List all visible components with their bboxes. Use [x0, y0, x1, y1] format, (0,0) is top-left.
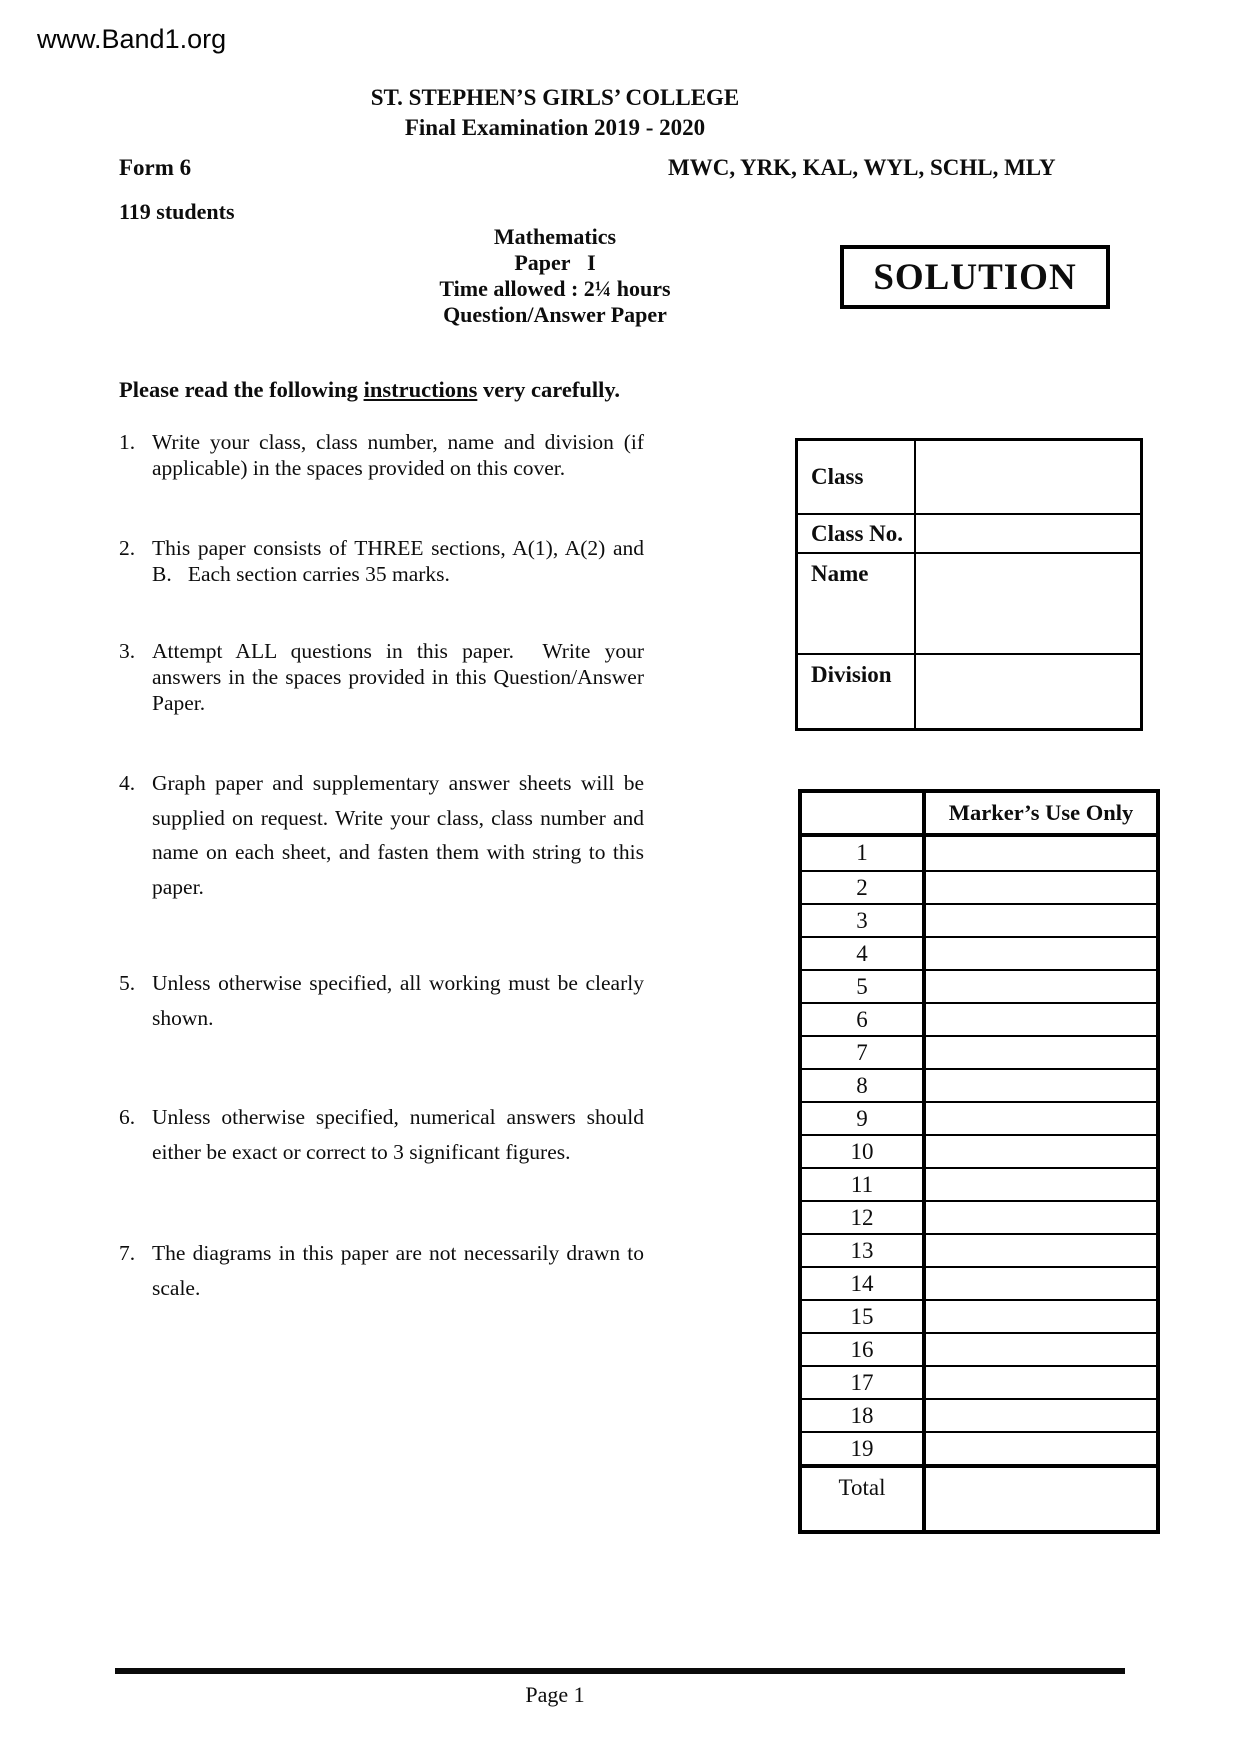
table-row	[802, 1002, 1156, 1035]
instruction-number: 3.	[119, 639, 136, 663]
instruction-text: This paper consists of THREE sections, A(1), A(2) and B. Each section carries 35 marks.	[152, 536, 644, 586]
class-group-codes: MWC, YRK, KAL, WYL, SCHL, MLY	[668, 155, 1056, 180]
question-number: 10	[802, 1136, 926, 1167]
question-number: 5	[802, 971, 926, 1002]
table-row	[802, 936, 1156, 969]
watermark-url: www.Band1.org	[37, 24, 227, 54]
mark-blank-cell	[926, 1202, 1156, 1233]
paper-number: Paper I	[514, 250, 596, 275]
table-row	[802, 1398, 1156, 1431]
division-label: Division	[798, 655, 916, 728]
table-row	[802, 1068, 1156, 1101]
student-info-table	[795, 438, 1143, 731]
question-number: 4	[802, 938, 926, 969]
total-row	[802, 1464, 1156, 1530]
table-row	[802, 1101, 1156, 1134]
table-row	[802, 1200, 1156, 1233]
mark-blank-cell	[926, 1136, 1156, 1167]
time-allowed: Time allowed : 2¼ hours	[439, 276, 671, 301]
header-blank-cell	[802, 793, 926, 833]
total-blank-cell	[926, 1468, 1156, 1530]
instructions-heading	[119, 377, 620, 403]
question-number: 3	[802, 905, 926, 936]
table-row	[802, 903, 1156, 936]
total-label: Total	[802, 1468, 926, 1530]
class-no-label: Class No.	[798, 515, 916, 552]
exam-title: Final Examination 2019 - 2020	[404, 115, 706, 140]
instruction-item-3	[119, 638, 644, 716]
mark-blank-cell	[926, 1301, 1156, 1332]
table-row	[802, 1431, 1156, 1464]
instruction-item-4	[119, 766, 644, 904]
markers-use-only-label: Marker’s Use Only	[948, 800, 1134, 825]
instruction-text: Attempt ALL questions in this paper. Write your answers in the spaces provided in this Question/Answer Paper.	[152, 639, 644, 715]
instructions-heading-pre: Please read the following	[119, 377, 364, 402]
school-header	[0, 83, 1110, 143]
mark-blank-cell	[926, 1070, 1156, 1101]
question-number: 13	[802, 1235, 926, 1266]
table-row	[802, 1365, 1156, 1398]
table-row	[802, 1167, 1156, 1200]
page-number: Page 1	[525, 1682, 585, 1707]
paper-type: Question/Answer Paper	[443, 302, 667, 327]
mark-blank-cell	[926, 1235, 1156, 1266]
instruction-number: 5.	[119, 971, 136, 995]
instruction-text: The diagrams in this paper are not necessarily drawn to scale.	[152, 1241, 644, 1300]
mark-blank-cell	[926, 1367, 1156, 1398]
instruction-text: Unless otherwise specified, numerical answers should either be exact or correct to 3 significant figures.	[152, 1105, 644, 1164]
mark-blank-cell	[926, 1268, 1156, 1299]
footer-divider	[115, 1668, 1125, 1674]
table-row	[802, 1299, 1156, 1332]
name-label: Name	[798, 554, 916, 653]
question-number: 8	[802, 1070, 926, 1101]
table-row	[798, 552, 1140, 653]
instructions-heading-underlined: instructions	[363, 377, 478, 402]
markers-use-table	[798, 789, 1160, 1534]
instruction-item-2	[119, 535, 644, 587]
mark-blank-cell	[926, 1334, 1156, 1365]
mark-blank-cell	[926, 1103, 1156, 1134]
question-number: 2	[802, 872, 926, 903]
table-row	[802, 1332, 1156, 1365]
question-number: 9	[802, 1103, 926, 1134]
instruction-item-1	[119, 429, 644, 481]
question-number: 16	[802, 1334, 926, 1365]
instruction-text: Graph paper and supplementary answer sheets will be supplied on request. Write your class, class number and name on each sheet, and fasten them with string to this paper.	[152, 771, 644, 899]
table-row	[802, 870, 1156, 903]
instruction-number: 7.	[119, 1241, 136, 1265]
form-label: Form 6	[119, 155, 192, 180]
question-number: 12	[802, 1202, 926, 1233]
mark-blank-cell	[926, 1037, 1156, 1068]
table-row	[802, 1035, 1156, 1068]
subject-name: Mathematics	[493, 224, 617, 249]
mark-blank-cell	[926, 1004, 1156, 1035]
question-number: 15	[802, 1301, 926, 1332]
instruction-text: Write your class, class number, name and division (if applicable) in the spaces provided on this cover.	[152, 430, 644, 480]
table-row	[802, 1266, 1156, 1299]
instruction-number: 6.	[119, 1105, 136, 1129]
instruction-text: Unless otherwise specified, all working must be clearly shown.	[152, 971, 644, 1030]
mark-blank-cell	[926, 1433, 1156, 1464]
division-blank-cell	[916, 655, 1140, 728]
mark-blank-cell	[926, 1169, 1156, 1200]
instruction-item-6	[119, 1100, 644, 1169]
instruction-item-7	[119, 1236, 644, 1305]
mark-blank-cell	[926, 872, 1156, 903]
name-blank-cell	[916, 554, 1140, 653]
instruction-item-5	[119, 966, 644, 1035]
question-number: 11	[802, 1169, 926, 1200]
question-number: 6	[802, 1004, 926, 1035]
class-no-blank-cell	[916, 515, 1140, 552]
instructions-heading-post: very carefully.	[477, 377, 620, 402]
question-number: 14	[802, 1268, 926, 1299]
table-row	[802, 1233, 1156, 1266]
class-blank-cell	[916, 441, 1140, 513]
markers-table-header	[802, 793, 1156, 837]
instruction-number: 1.	[119, 430, 136, 454]
mark-blank-cell	[926, 905, 1156, 936]
mark-blank-cell	[926, 837, 1156, 870]
mark-blank-cell	[926, 1400, 1156, 1431]
table-row	[798, 653, 1140, 728]
school-name: ST. STEPHEN’S GIRLS’ COLLEGE	[370, 85, 740, 110]
mark-blank-cell	[926, 971, 1156, 1002]
question-number: 18	[802, 1400, 926, 1431]
question-number: 17	[802, 1367, 926, 1398]
question-number: 7	[802, 1037, 926, 1068]
question-number: 19	[802, 1433, 926, 1464]
table-row	[802, 837, 1156, 870]
mark-blank-cell	[926, 938, 1156, 969]
student-count: 119 students	[119, 199, 235, 224]
instruction-number: 2.	[119, 536, 136, 560]
table-row	[802, 969, 1156, 1002]
table-row	[798, 441, 1140, 513]
table-row	[798, 513, 1140, 552]
solution-stamp: SOLUTION	[840, 245, 1110, 309]
table-row	[802, 1134, 1156, 1167]
instruction-number: 4.	[119, 771, 136, 795]
question-number: 1	[802, 837, 926, 870]
class-label: Class	[798, 441, 916, 513]
